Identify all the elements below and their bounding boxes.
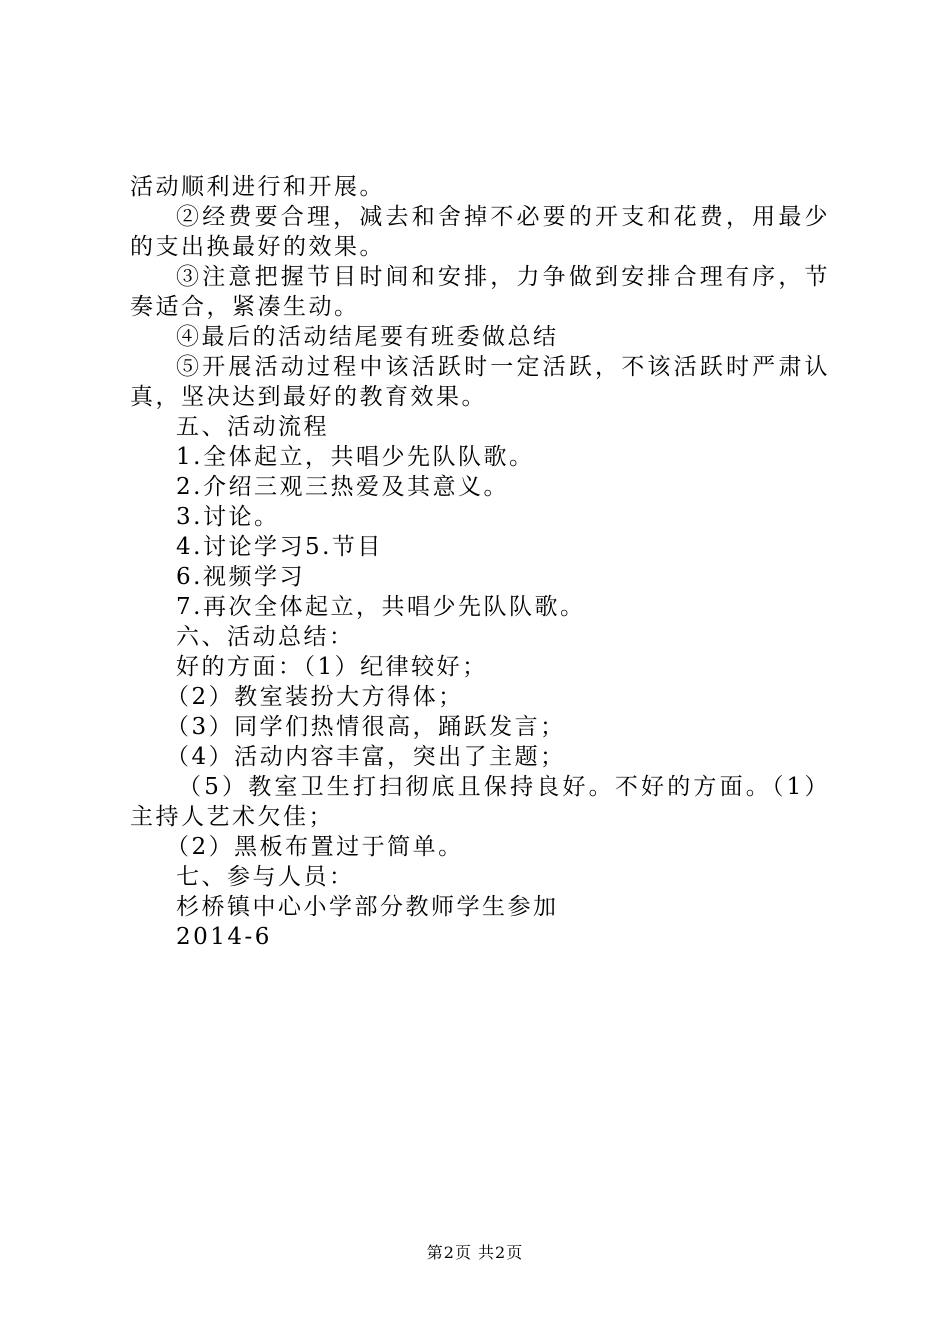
paragraph-item-4: ④最后的活动结尾要有班委做总结 xyxy=(176,324,559,350)
summary-good-5-bad-1: （5）教室卫生打扫彻底且保持良好。不好的方面。（1）主持人艺术欠佳； xyxy=(130,774,830,830)
flow-step-3: 3.讨论。 xyxy=(176,504,280,530)
participants-text: 杉桥镇中心小学部分教师学生参加 xyxy=(176,894,559,920)
flow-step-7: 7.再次全体起立，共唱少先队队歌。 xyxy=(176,594,586,620)
section-heading-summary: 六、活动总结： xyxy=(176,624,355,650)
summary-good-2: （2）教室装扮大方得体； xyxy=(166,684,464,710)
flow-step-2: 2.介绍三观三热爱及其意义。 xyxy=(176,474,509,500)
page-footer: 第2页 共2页 xyxy=(426,1243,524,1262)
document-body xyxy=(130,172,830,952)
summary-good-4: （4）活动内容丰富，突出了主题； xyxy=(166,744,566,770)
section-heading-participants: 七、参与人员： xyxy=(176,864,355,890)
summary-good-3: （3）同学们热情很高，踊跃发言； xyxy=(166,714,566,740)
flow-step-1: 1.全体起立，共唱少先队队歌。 xyxy=(176,444,535,470)
flow-step-4-5: 4.讨论学习5.节目 xyxy=(176,534,383,560)
paragraph-item-5: ⑤开展活动过程中该活跃时一定活跃，不该活跃时严肃认真，坚决达到最好的教育效果。 xyxy=(130,354,830,410)
summary-good-1: 好的方面：（1）纪律较好； xyxy=(176,654,488,680)
section-heading-flow: 五、活动流程 xyxy=(176,414,329,440)
document-date: 2014-6 xyxy=(176,924,272,950)
summary-bad-2: （2）黑板布置过于简单。 xyxy=(166,834,464,860)
flow-step-6: 6.视频学习 xyxy=(176,564,305,590)
paragraph-line: 活动顺利进行和开展。 xyxy=(130,174,385,200)
paragraph-item-2: ②经费要合理，减去和舍掉不必要的开支和花费，用最少的支出换最好的效果。 xyxy=(130,204,830,260)
paragraph-item-3: ③注意把握节目时间和安排，力争做到安排合理有序，节奏适合，紧凑生动。 xyxy=(130,264,830,320)
